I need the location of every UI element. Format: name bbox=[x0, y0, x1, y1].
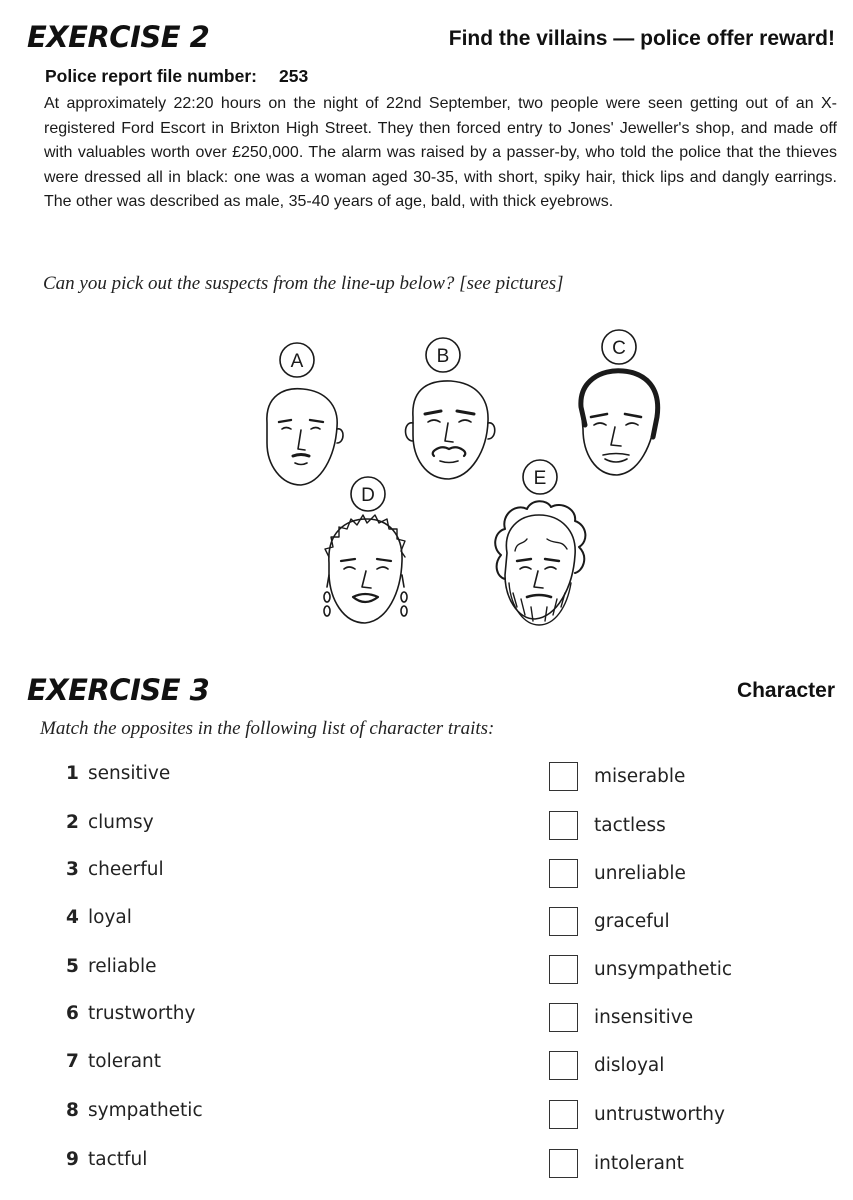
trait-item bbox=[66, 859, 164, 880]
answer-box[interactable] bbox=[549, 1149, 578, 1178]
opposite-item bbox=[549, 1097, 725, 1131]
report-header bbox=[45, 66, 308, 87]
answer-box[interactable] bbox=[549, 811, 578, 840]
suspect-e[interactable] bbox=[495, 460, 585, 625]
opposite-item bbox=[549, 1146, 684, 1180]
trait-word: tactful bbox=[88, 1149, 148, 1170]
trait-item bbox=[66, 763, 170, 784]
trait-number: 9 bbox=[66, 1149, 79, 1170]
answer-box[interactable] bbox=[549, 859, 578, 888]
answer-box[interactable] bbox=[549, 907, 578, 936]
suspect-e-label: E bbox=[533, 468, 547, 489]
trait-number: 7 bbox=[66, 1051, 79, 1072]
opposite-word: graceful bbox=[594, 910, 670, 932]
report-label: Police report file number: bbox=[45, 66, 257, 86]
opposite-item bbox=[549, 1048, 664, 1082]
trait-number: 4 bbox=[66, 907, 79, 928]
suspect-b[interactable] bbox=[406, 338, 495, 479]
suspect-a-label: A bbox=[290, 351, 304, 372]
opposite-word: untrustworthy bbox=[594, 1103, 725, 1125]
suspect-c[interactable] bbox=[581, 330, 658, 475]
trait-number: 1 bbox=[66, 763, 79, 784]
trait-number: 6 bbox=[66, 1003, 79, 1024]
opposite-word: tactless bbox=[594, 814, 666, 836]
trait-number: 8 bbox=[66, 1100, 79, 1121]
trait-word: loyal bbox=[88, 907, 132, 928]
opposite-word: unsympathetic bbox=[594, 958, 733, 980]
answer-box[interactable] bbox=[549, 1003, 578, 1032]
trait-item bbox=[66, 812, 154, 833]
suspect-c-label: C bbox=[612, 338, 626, 359]
answer-box[interactable] bbox=[549, 1100, 578, 1129]
suspect-d-label: D bbox=[361, 485, 375, 506]
trait-word: tolerant bbox=[88, 1051, 162, 1072]
suspect-line-up bbox=[255, 325, 675, 635]
trait-word: trustworthy bbox=[88, 1003, 196, 1024]
opposite-item bbox=[549, 856, 686, 890]
exercise-3-title: EXERCISE 3 bbox=[27, 673, 210, 707]
exercise-3-subtitle: Character bbox=[736, 679, 835, 702]
report-text: At approximately 22:20 hours on the night of 22nd September, two people were seen getting out of an X-registered Ford Escort in Brixton High Street. They then forced entry to Jones' Jeweller's shop, and made off with valuables worth over £250,000. The alarm was raised by a passer-by, who told the police that the thieves were dressed all in black: one was a woman aged 30-35, with short, spiky hair, thick lips and dangly earrings. The other was described as male, 35-40 years of age, bald, with thick eyebrows. bbox=[44, 95, 837, 211]
trait-item bbox=[66, 1100, 203, 1121]
opposite-word: insensitive bbox=[594, 1006, 694, 1028]
exercise-2-title: EXERCISE 2 bbox=[27, 20, 210, 54]
trait-item bbox=[66, 907, 132, 928]
opposite-word: unreliable bbox=[594, 862, 686, 884]
trait-word: sensitive bbox=[88, 763, 171, 784]
suspect-b-label: B bbox=[436, 346, 450, 367]
suspect-a[interactable] bbox=[267, 343, 343, 485]
trait-item bbox=[66, 956, 156, 977]
answer-box[interactable] bbox=[549, 1051, 578, 1080]
opposite-item bbox=[549, 808, 666, 842]
report-number: 253 bbox=[278, 66, 309, 86]
opposite-item bbox=[549, 952, 732, 986]
trait-number: 2 bbox=[66, 812, 79, 833]
trait-item bbox=[66, 1149, 147, 1170]
trait-item bbox=[66, 1003, 195, 1024]
opposite-item bbox=[549, 759, 685, 793]
opposite-word: intolerant bbox=[594, 1152, 684, 1174]
trait-number: 3 bbox=[66, 859, 79, 880]
opposite-item bbox=[549, 1000, 693, 1034]
trait-item bbox=[66, 1051, 161, 1072]
opposite-word: miserable bbox=[594, 765, 686, 787]
suspect-d[interactable] bbox=[324, 477, 407, 623]
opposite-word: disloyal bbox=[594, 1054, 665, 1076]
exercise-3-instruction: Match the opposites in the following list of character traits: bbox=[40, 718, 495, 739]
trait-number: 5 bbox=[66, 956, 79, 977]
trait-word: clumsy bbox=[88, 812, 154, 833]
exercise-2-subtitle: Find the villains — police offer reward! bbox=[448, 27, 835, 50]
trait-word: cheerful bbox=[88, 859, 164, 880]
opposite-item bbox=[549, 904, 670, 938]
trait-word: sympathetic bbox=[88, 1100, 203, 1121]
trait-word: reliable bbox=[88, 956, 157, 977]
answer-box[interactable] bbox=[549, 762, 578, 791]
answer-box[interactable] bbox=[549, 955, 578, 984]
line-up-question: Can you pick out the suspects from the line-up below? [see pictures] bbox=[43, 273, 564, 294]
